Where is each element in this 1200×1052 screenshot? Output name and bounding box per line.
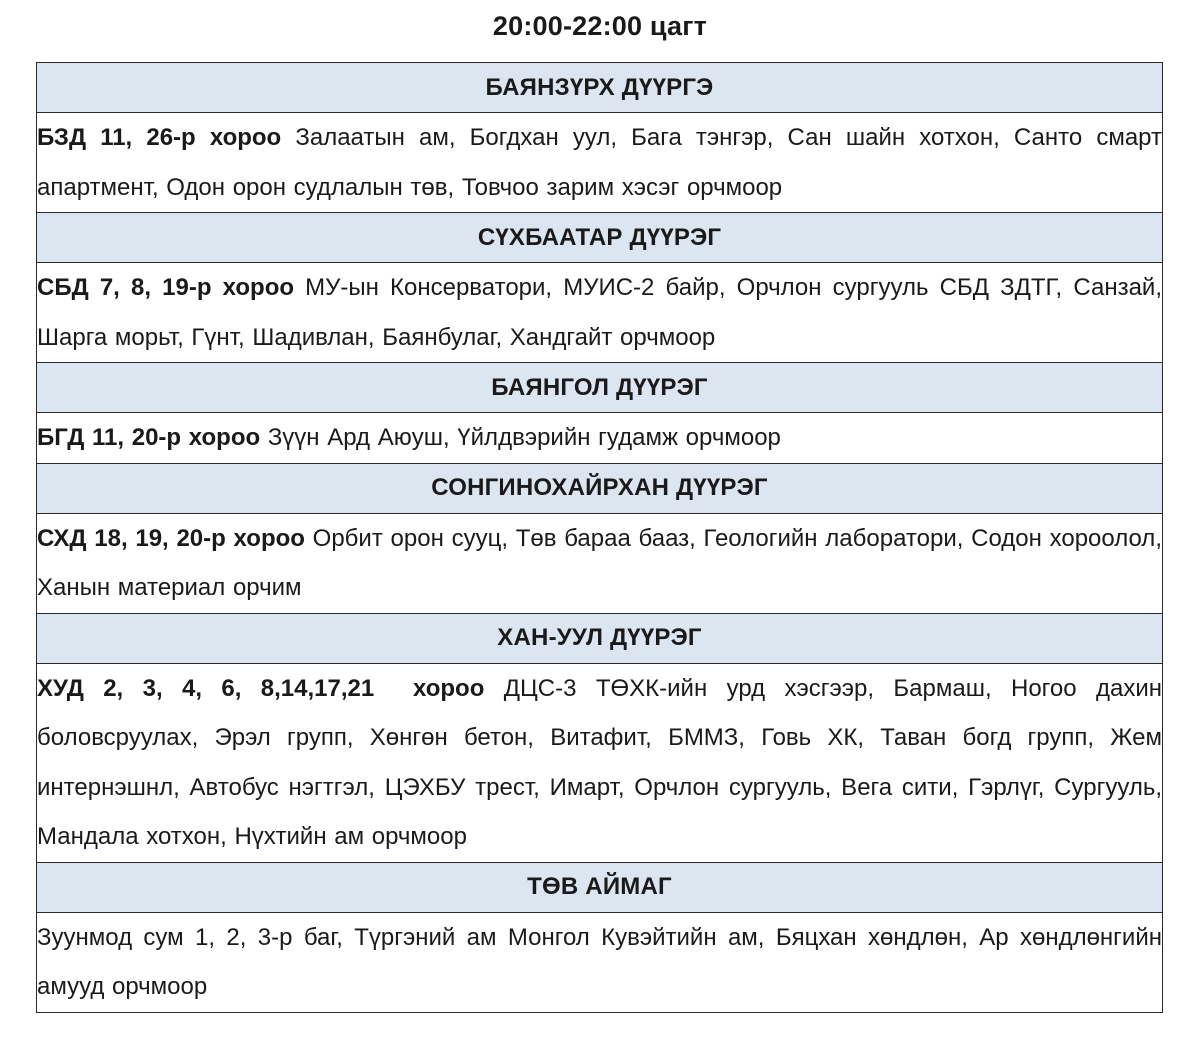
district-name: ХАН-УУЛ ДҮҮРЭГ — [37, 613, 1163, 663]
district-areas — [37, 912, 1163, 1012]
district-areas-row — [37, 663, 1163, 862]
district-name: ТӨВ АЙМАГ — [37, 862, 1163, 912]
places-list: МУ-ын Консерватори, МУИС-2 байр, Орчлон сургууль СБД ЗДТГ, Санзай, Шарга морьт, Гүнт, Шадивлан, Баянбулаг, Хандгайт орчмоор — [37, 274, 1162, 351]
district-areas-row — [37, 912, 1163, 1012]
district-name: БАЯНГОЛ ДҮҮРЭГ — [37, 363, 1163, 413]
district-areas — [37, 113, 1163, 213]
khoroo-label: БЗД 11, 26-р хороо — [37, 124, 282, 151]
district-header-row — [37, 613, 1163, 663]
district-header-row — [37, 363, 1163, 413]
district-areas-row — [37, 263, 1163, 363]
khoroo-label: ХУД 2, 3, 4, 6, 8,14,17,21 хороо — [37, 674, 485, 702]
district-header-row — [37, 862, 1163, 912]
khoroo-label: СБД 7, 8, 19-р хороо — [37, 274, 295, 301]
district-areas — [37, 513, 1163, 613]
district-areas-row — [37, 513, 1163, 613]
district-header-row — [37, 463, 1163, 513]
places-list: Зуунмод сум 1, 2, 3-р баг, Түргэний ам Монгол Кувэйтийн ам, Бяцхан хөндлөн, Ар хөндлөнгийн амууд орчмоор — [37, 923, 1162, 1000]
district-name: БАЯНЗҮРХ ДҮҮРГЭ — [37, 63, 1163, 113]
places-list: ДЦС-3 ТӨХК-ийн урд хэсгээр, Бармаш, Ногоо дахин боловсруулах, Эрэл групп, Хөнгөн бетон, Витафит, БММЗ, Говь ХК, Таван богд групп, Жем интернэшнл, Автобус нэгтгэл, ЦЭХБУ трест, Имарт, Орчлон сургууль, Вега сити, Гэрлүг, Сургууль, Мандала хотхон, Нүхтийн ам орчмоор — [37, 674, 1162, 850]
places-list: Зүүн Ард Аюуш, Үйлдвэрийн гудамж орчмоор — [267, 424, 781, 451]
district-areas — [37, 263, 1163, 363]
khoroo-label: СХД 18, 19, 20-р хороо — [37, 524, 305, 552]
district-name: СОНГИНОХАЙРХАН ДҮҮРЭГ — [37, 463, 1163, 513]
district-header-row — [37, 213, 1163, 263]
khoroo-label: БГД 11, 20-р хороо — [37, 424, 261, 451]
outage-schedule-table — [36, 62, 1163, 1013]
schedule-time-title: 20:00-22:00 цагт — [492, 11, 708, 41]
district-areas-row — [37, 113, 1163, 213]
district-areas-row — [37, 413, 1163, 464]
district-header-row — [37, 63, 1163, 113]
district-areas — [37, 413, 1163, 464]
district-name: СҮХБААТАР ДҮҮРЭГ — [37, 213, 1163, 263]
places-list: Залаатын ам, Богдхан уул, Бага тэнгэр, Сан шайн хотхон, Санто смарт апартмент, Одон орон судлалын төв, Товчоо зарим хэсэг орчмоор — [37, 124, 1162, 201]
places-list: Орбит орон сууц, Төв бараа бааз, Геологийн лаборатори, Содон хороолол, Ханын материал орчим — [37, 524, 1162, 601]
district-areas — [37, 663, 1163, 862]
